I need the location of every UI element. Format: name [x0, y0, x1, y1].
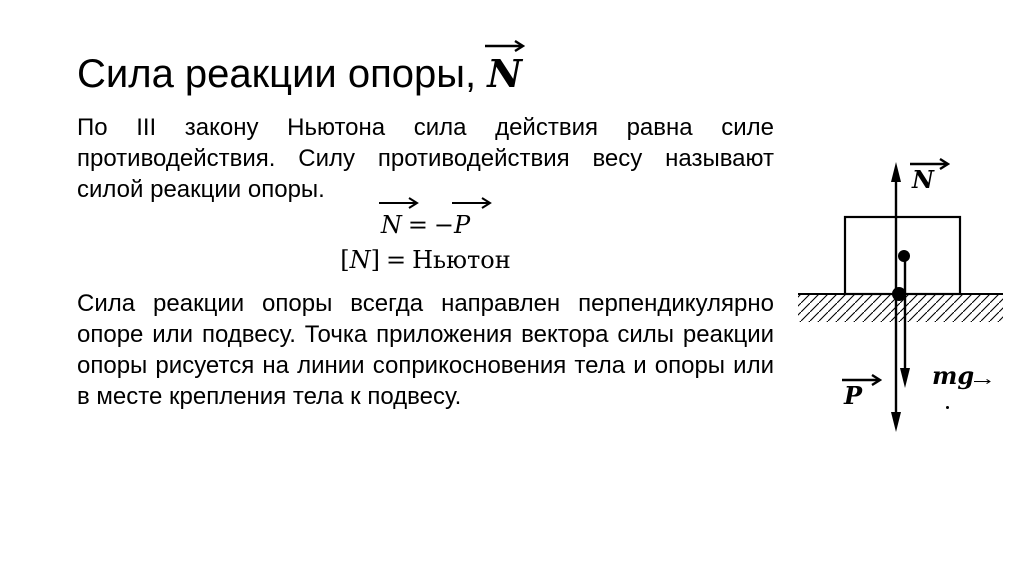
vector-arrow-icon [842, 374, 882, 386]
paragraph-newton-third-law: По III закону Ньютона сила действия равна силе противодействия. Силу противодействия весу называют силой реакции опоры. [77, 114, 774, 203]
label-n [912, 166, 934, 194]
slide-title [77, 46, 522, 102]
vector-arrow-icon [910, 158, 950, 170]
label-p-letter: P [844, 381, 863, 410]
formula-unit-equals: = [386, 246, 407, 274]
gravity-force-arrowhead [900, 368, 910, 388]
weight-force-arrowhead [891, 412, 901, 432]
label-mg [932, 362, 974, 390]
label-n-letter: N [912, 165, 934, 194]
reaction-force-arrowhead [891, 162, 901, 182]
stray-dot [946, 406, 949, 409]
vector-arrow-icon [379, 197, 419, 209]
formula-unit [77, 243, 774, 277]
label-mg-m: m [932, 361, 958, 390]
formula-vector-equality [77, 207, 774, 243]
label-p [844, 382, 862, 410]
formula-unit-name: Ньютон [412, 246, 511, 274]
paragraph-support-reaction: Сила реакции опоры всегда направлен перпендикулярно опоре или подвесу. Точка приложения вектора силы реакции опоры рисуется на линии соприкосновения тела и опоры или в месте крепления тела к подвесу. [77, 290, 774, 410]
center-of-mass-point [898, 250, 910, 262]
formula-n-letter: N [380, 211, 402, 239]
vector-arrow-icon [452, 197, 492, 209]
formula-unit-symbol: N [349, 246, 371, 274]
vector-arrow-icon [485, 40, 525, 52]
formula-bracket-close: ] [370, 246, 380, 274]
force-diagram-drawing [792, 150, 1012, 450]
label-mg-g: g [957, 361, 975, 390]
title-symbol-letter: N [487, 51, 522, 96]
formula-n-vector [381, 207, 402, 243]
force-diagram [792, 150, 1012, 450]
formula-bracket-open: [ [340, 246, 350, 274]
title-vector-symbol [487, 46, 522, 102]
vector-arrow-icon [974, 379, 991, 384]
formula-p-letter: P [454, 211, 471, 239]
formula-minus-sign: − [433, 211, 455, 239]
contact-point [892, 287, 906, 301]
formula-p-vector [454, 207, 470, 243]
title-text: Сила реакции опоры, [77, 52, 488, 96]
formula-equals-sign: = [407, 211, 428, 239]
